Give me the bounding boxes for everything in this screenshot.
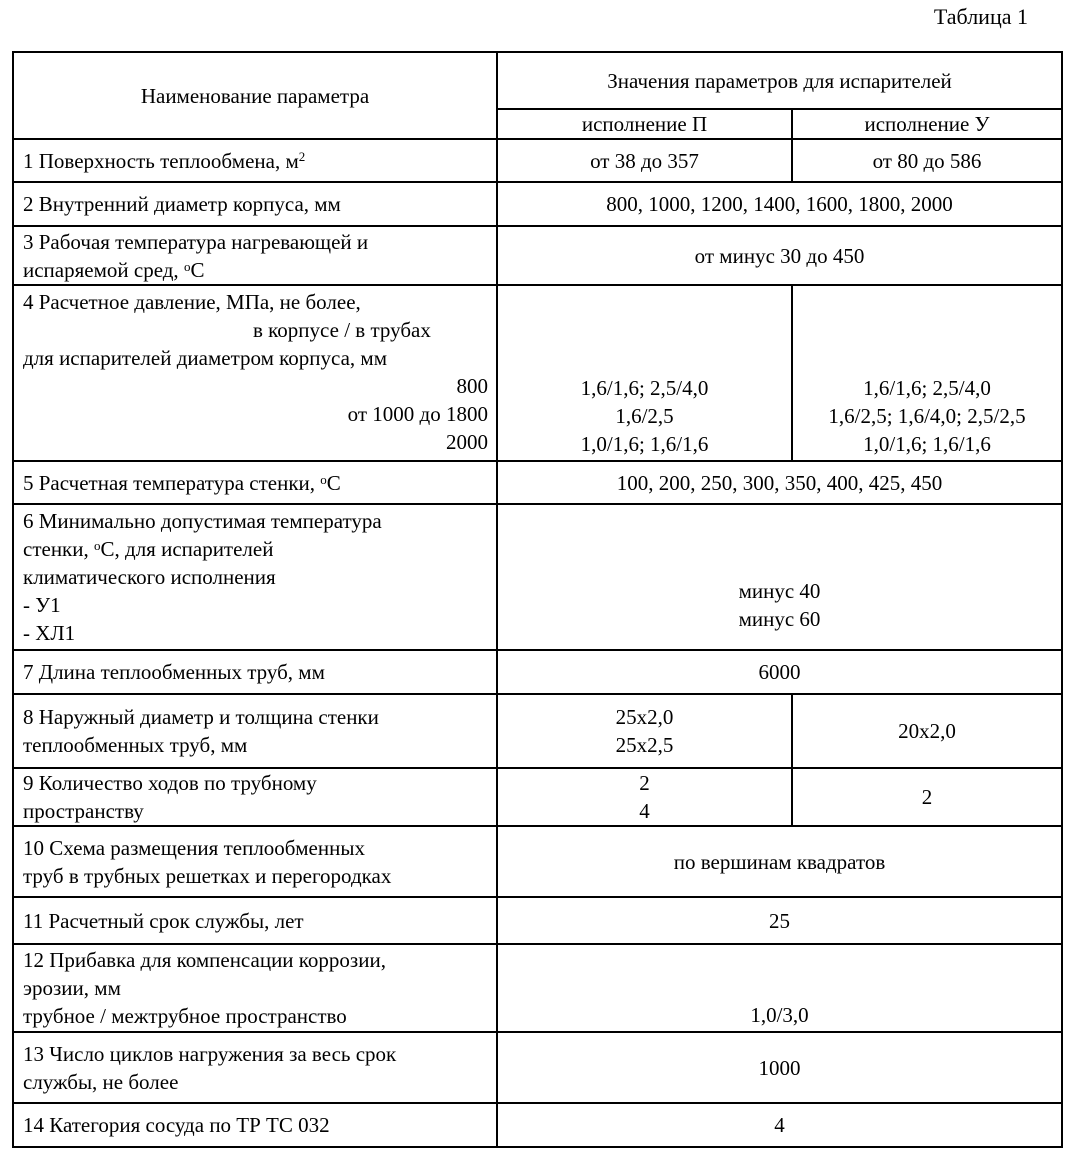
table-row	[13, 285, 1062, 461]
row-14-value-text: 4	[774, 1113, 785, 1137]
row-4-sub-1000-1800: от 1000 до 1800	[347, 402, 488, 426]
header-param-name-text: Наименование параметра	[140, 83, 370, 108]
row-5-name-unit: С	[326, 470, 341, 495]
row-1-value-u-text: от 80 до 586	[872, 148, 982, 173]
row-8-p-line1: 25x2,0	[615, 705, 674, 729]
header-col-p	[497, 109, 792, 139]
row-4-p-1000-1800: 1,6/2,5	[615, 404, 674, 428]
table-row	[13, 139, 1062, 182]
header-param-name	[13, 52, 497, 139]
row-12-name-line3: трубное / межтрубное пространство	[23, 1004, 347, 1028]
row-11-value	[497, 897, 1062, 944]
table-row	[13, 826, 1062, 897]
degree-sign: о	[94, 538, 101, 553]
row-5-value-text: 100, 200, 250, 300, 350, 400, 425, 450	[616, 470, 943, 495]
row-6-name-line2-rest: С, для испарителей	[100, 537, 274, 561]
row-14-name	[13, 1103, 497, 1147]
row-4-value-u	[792, 285, 1062, 461]
table-row	[13, 897, 1062, 944]
row-4-name-line1: 4 Расчетное давление, МПа, не более,	[23, 290, 361, 314]
row-12-name	[13, 944, 497, 1032]
row-1-value-u	[792, 139, 1062, 182]
row-9-name-line2: пространству	[23, 799, 144, 823]
row-1-name	[13, 139, 497, 182]
row-4-sub-800: 800	[456, 374, 488, 398]
row-9-name-line1: 9 Количество ходов по трубному	[23, 771, 317, 795]
row-6-value-u1: минус 40	[738, 579, 821, 603]
row-2-value-text: 800, 1000, 1200, 1400, 1600, 1800, 2000	[606, 192, 953, 216]
row-12-name-line1: 12 Прибавка для компенсации коррозии,	[23, 948, 386, 972]
degree-sign: о	[183, 258, 191, 274]
row-10-value	[497, 826, 1062, 897]
row-4-u-1000-1800: 1,6/2,5; 1,6/4,0; 2,5/2,5	[828, 404, 1026, 428]
table-row	[13, 944, 1062, 1032]
row-10-name-line1: 10 Схема размещения теплообменных	[23, 835, 365, 860]
row-6-value	[497, 504, 1062, 650]
degree-sign: о	[320, 471, 327, 487]
row-8-name-line2: теплообменных труб, мм	[23, 733, 248, 757]
row-4-value-p	[497, 285, 792, 461]
row-9-name	[13, 768, 497, 826]
row-9-p-line2: 4	[639, 799, 650, 823]
row-10-value-text: по вершинам квадратов	[673, 849, 886, 874]
row-4-u-800: 1,6/1,6; 2,5/4,0	[863, 376, 991, 400]
row-12-name-line2: эрозии, мм	[23, 976, 121, 1000]
table-header-row	[13, 52, 1062, 109]
header-values-title	[497, 52, 1062, 109]
table-row	[13, 182, 1062, 226]
row-4-name	[13, 285, 497, 461]
row-9-value-p	[497, 768, 792, 826]
table-row	[13, 650, 1062, 694]
row-1-name-superscript: 2	[298, 148, 306, 164]
row-1-name-text: 1 Поверхность теплообмена, м	[23, 148, 299, 173]
row-9-value-u	[792, 768, 1062, 826]
row-2-name	[13, 182, 497, 226]
row-14-value	[497, 1103, 1062, 1147]
row-8-u-text: 20x2,0	[898, 719, 956, 743]
row-6-value-hl1: минус 60	[738, 607, 821, 631]
row-14-name-text: 14 Категория сосуда по ТР ТС 032	[23, 1113, 330, 1137]
row-11-name	[13, 897, 497, 944]
header-col-p-text: исполнение П	[581, 112, 708, 136]
row-3-name-line2: испаряемой сред,	[23, 257, 184, 282]
table-row	[13, 1032, 1062, 1103]
row-13-value-text: 1000	[758, 1055, 801, 1080]
row-5-name-text: 5 Расчетная температура стенки,	[23, 470, 321, 495]
row-1-value-p	[497, 139, 792, 182]
row-7-name-text: 7 Длина теплообменных труб, мм	[23, 660, 325, 684]
row-9-u-text: 2	[921, 785, 933, 809]
table-row	[13, 694, 1062, 768]
row-12-value-text: 1,0/3,0	[750, 1003, 809, 1027]
row-13-value	[497, 1032, 1062, 1103]
row-8-name	[13, 694, 497, 768]
row-3-value-text: от минус 30 до 450	[694, 243, 865, 268]
row-10-name	[13, 826, 497, 897]
row-2-value	[497, 182, 1062, 226]
row-4-name-line3: для испарителей диаметром корпуса, мм	[23, 346, 387, 370]
row-4-name-line2: в корпусе / в трубах	[253, 318, 431, 342]
table-row	[13, 1103, 1062, 1147]
row-13-name	[13, 1032, 497, 1103]
header-col-u-text: исполнение У	[864, 112, 990, 136]
row-2-name-text: 2 Внутренний диаметр корпуса, мм	[23, 192, 341, 216]
row-7-value	[497, 650, 1062, 694]
row-4-p-2000: 1,0/1,6; 1,6/1,6	[580, 432, 709, 456]
row-6-name-hl1: - ХЛ1	[23, 621, 76, 645]
row-10-name-line2: труб в трубных решетках и перегородках	[23, 863, 392, 888]
row-7-name	[13, 650, 497, 694]
table-row	[13, 768, 1062, 826]
table-row	[13, 226, 1062, 285]
row-8-value-u	[792, 694, 1062, 768]
row-8-p-line2: 25x2,5	[615, 733, 674, 757]
header-col-u	[792, 109, 1062, 139]
row-3-name-line1: 3 Рабочая температура нагревающей и	[23, 229, 369, 254]
row-8-value-p	[497, 694, 792, 768]
row-11-name-text: 11 Расчетный срок службы, лет	[23, 908, 304, 933]
row-5-name	[13, 461, 497, 504]
row-9-p-line1: 2	[639, 771, 650, 795]
row-3-value	[497, 226, 1062, 285]
row-8-name-line1: 8 Наружный диаметр и толщина стенки	[23, 705, 379, 729]
row-3-name-unit: С	[190, 257, 205, 282]
table-caption: Таблица 1	[933, 4, 1028, 29]
table-row	[13, 461, 1062, 504]
row-6-name-line1: 6 Минимально допустимая температура	[23, 509, 382, 533]
row-1-value-p-text: от 38 до 357	[590, 148, 699, 173]
header-values-title-text: Значения параметров для испарителей	[607, 68, 952, 93]
row-13-name-line1: 13 Число циклов нагружения за весь срок	[23, 1041, 397, 1066]
row-3-name	[13, 226, 497, 285]
row-6-name-u1: - У1	[23, 593, 61, 617]
row-7-value-text: 6000	[758, 660, 801, 684]
row-4-sub-2000: 2000	[446, 430, 488, 454]
table-row	[13, 504, 1062, 650]
row-4-p-800: 1,6/1,6; 2,5/4,0	[580, 376, 709, 400]
row-5-value	[497, 461, 1062, 504]
row-13-name-line2: службы, не более	[23, 1069, 179, 1094]
row-6-name	[13, 504, 497, 650]
row-12-value	[497, 944, 1062, 1032]
row-6-name-line3: климатического исполнения	[23, 565, 276, 589]
row-6-name-line2: стенки,	[23, 537, 94, 561]
row-11-value-text: 25	[769, 908, 790, 933]
parameters-table	[12, 51, 1063, 1148]
row-4-u-2000: 1,0/1,6; 1,6/1,6	[863, 432, 991, 456]
